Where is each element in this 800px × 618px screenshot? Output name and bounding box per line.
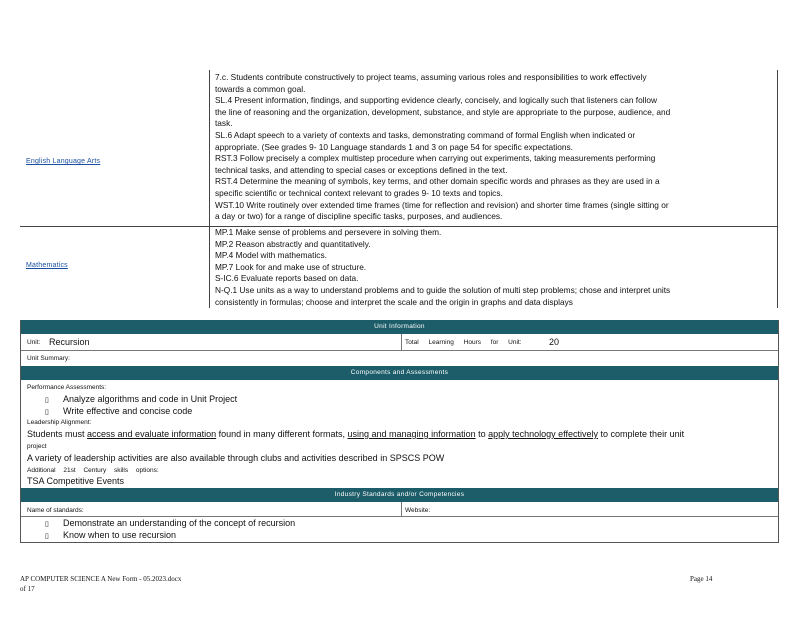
standard-line: MP.1 Make sense of problems and persevere in solving them.	[215, 227, 442, 237]
bullet-icon: ▯	[45, 521, 49, 528]
ela-row	[20, 70, 778, 227]
standard-line: appropriate. (See grades 9- 10 Language standards 1 and 3 on page 54 for specific expectations.	[215, 141, 573, 152]
cell-divider	[401, 502, 402, 516]
standard-line: MP.2 Reason abstractly and quantitatively.	[215, 238, 371, 249]
leadership-text: Students must access and evaluate information found in many different formats, using and managing information to apply technology effectively to complete their unit	[27, 429, 685, 439]
standard-line: MP.7 Look for and make use of structure.	[215, 261, 367, 272]
standard-line: 7.c. Students contribute constructively to project teams, assuming various roles and responsibilities to work effectively	[215, 72, 647, 82]
summary-label: Unit Summary:	[27, 355, 70, 362]
website-label: Website:	[405, 507, 431, 514]
standard-line: S-IC.6 Evaluate reports based on data.	[215, 273, 359, 284]
leadership-note: A variety of leadership activities are also available through clubs and activities described in SPSCS POW	[27, 453, 445, 463]
leadership-text-cont: project	[27, 443, 47, 450]
standard-line: specific scientific or technical context relevant to grades 9- 10 texts and topics.	[215, 187, 503, 198]
standard-line: SL.4 Present information, findings, and supporting evidence clearly, concisely, and logically such that listeners can follow	[215, 95, 657, 106]
unit-information-table	[20, 320, 779, 543]
unit-value: Recursion	[49, 337, 90, 347]
standards-table	[20, 70, 778, 308]
standard-line: MP.4 Model with mathematics.	[215, 250, 327, 261]
subject-english-language-arts: English Language Arts	[26, 158, 101, 165]
performance-label: Performance Assessments:	[27, 384, 107, 391]
cell-divider	[401, 334, 402, 350]
standard-line: N-Q.1 Use units as a way to understand problems and to guide the solution of multi step problems; chose and interpret units	[215, 284, 671, 295]
unit-information-header: Unit Information	[21, 320, 778, 334]
hours-label: Total Learning Hours for Unit:	[405, 339, 522, 346]
standard-line: technical tasks, and attending to special cases or exceptions defined in the text.	[215, 164, 508, 175]
standard-line: towards a common goal.	[215, 83, 306, 94]
math-row	[20, 227, 778, 307]
ela-standards-text	[215, 72, 771, 223]
subject-mathematics: Mathematics	[26, 262, 68, 269]
bullet-icon: ▯	[45, 533, 49, 540]
footer-page-of: of 17	[20, 585, 35, 593]
leadership-label: Leadership Alignment:	[27, 419, 92, 426]
footer-document-name: AP COMPUTER SCIENCE A New Form - 05.2023.docx	[20, 575, 182, 583]
standard-line: the line of reasoning and the organization, development, substance, and style are appropriate to the purpose, audience, and	[215, 106, 671, 117]
bullet-icon: ▯	[45, 397, 49, 404]
math-standards-text	[215, 227, 771, 308]
hours-value: 20	[549, 337, 560, 347]
additional-label: Additional 21st Century skills options:	[27, 467, 159, 474]
components-header: Components and Assessments	[21, 366, 778, 380]
standard-line: SL.6 Adapt speech to a variety of contexts and tasks, demonstrating command of formal English when indicated or	[215, 129, 636, 140]
standard-line: RST.3 Follow precisely a complex multistep procedure when carrying out experiments, taking measurements performing	[215, 153, 656, 164]
standard-line: consistently in formulas; choose and interpret the scale and the origin in graphs and data displays	[215, 296, 573, 307]
standard-line: task.	[215, 118, 233, 129]
list-item: ▯ Write effective and concise code	[45, 406, 193, 416]
standard-line: a day or two) for a range of discipline specific tasks, purposes, and audiences.	[215, 211, 503, 222]
bullet-icon: ▯	[45, 409, 49, 416]
footer-page-number: Page 14	[690, 575, 713, 583]
list-item: ▯ Analyze algorithms and code in Unit Project	[45, 394, 238, 404]
standard-line: RST.4 Determine the meaning of symbols, key terms, and other domain specific words and phrases as they are used in a	[215, 176, 660, 187]
list-item: ▯ Demonstrate an understanding of the concept of recursion	[45, 518, 296, 528]
row-divider	[21, 350, 778, 351]
row-divider	[21, 516, 778, 517]
unit-label: Unit:	[27, 339, 41, 346]
industry-header: Industry Standards and/or Competencies	[21, 488, 778, 502]
additional-value: TSA Competitive Events	[27, 476, 125, 486]
name-of-standards-label: Name of standards:	[27, 507, 84, 514]
list-item: ▯ Know when to use recursion	[45, 530, 177, 540]
standard-line: WST.10 Write routinely over extended time frames (time for reflection and revision) and shorter time frames (single sitting or	[215, 199, 669, 210]
